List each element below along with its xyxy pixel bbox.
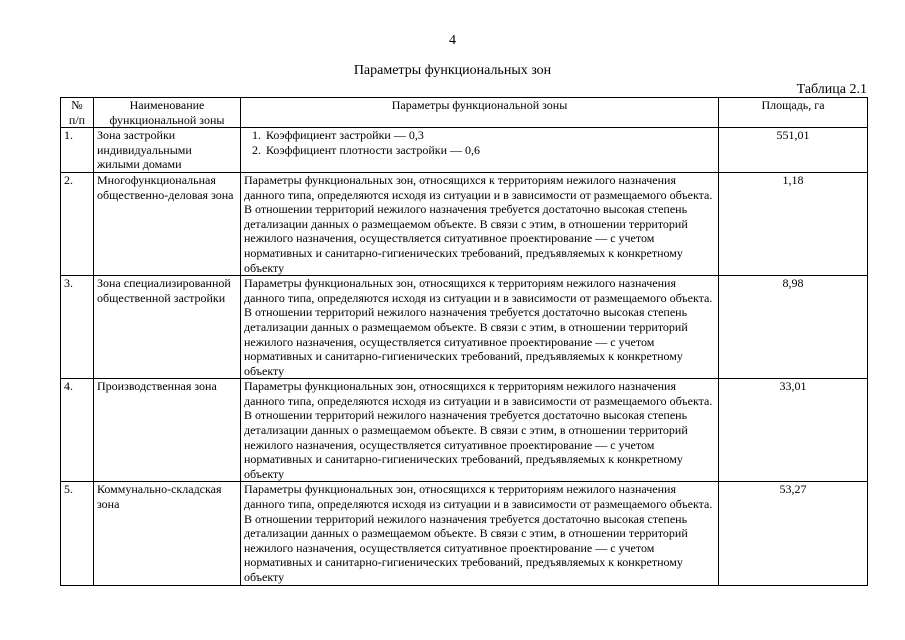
header-area: Площадь, га [719,98,868,128]
zone-params [241,128,719,173]
zone-params: Параметры функциональных зон, относящихся к территориям нежилого назначения данного типа, определяются исходя из ситуации и в зависимости от размещаемого объекта. В отношении территорий нежилого назначения требуется достаточно высокая степень детализации данных о размещаемом объекте. В связи с этим, в отношении территорий нежилого назначения, осуществляется ситуативное проектирование — с учетом нормативных и санитарно-гигиенических требований, предъявляемых к конкретному объекту [241,379,719,482]
zone-params: Параметры функциональных зон, относящихся к территориям нежилого назначения данного типа, определяются исходя из ситуации и в зависимости от размещаемого объекта. В отношении территорий нежилого назначения требуется достаточно высокая степень детализации данных о размещаемом объекте. В связи с этим, в отношении территорий нежилого назначения, осуществляется ситуативное проектирование — с учетом нормативных и санитарно-гигиенических требований, предъявляемых к конкретному объекту [241,482,719,585]
param-item: 2. Коэффициент плотности застройки — 0,6 [264,143,715,158]
zone-area: 8,98 [719,276,868,379]
zone-name: Коммунально-складская зона [94,482,241,585]
zone-name: Многофункциональная общественно-деловая зона [94,172,241,275]
row-number: 4. [61,379,94,482]
zones-parameters-table [60,97,868,586]
table-row [61,128,868,173]
table-row [61,482,868,585]
table-row [61,379,868,482]
header-num-line2: п/п [68,112,86,127]
header-num-line1: № [71,98,83,112]
zone-area: 1,18 [719,172,868,275]
document-title: Параметры функциональных зон [353,63,552,78]
table-caption: Таблица 2.1 [796,82,867,97]
zone-name: Производственная зона [94,379,241,482]
header-zone-name: Наименование функциональной зоны [94,98,241,128]
zone-area: 33,01 [719,379,868,482]
param-item: 1. Коэффициент застройки — 0,3 [264,128,715,143]
row-number: 1. [61,128,94,173]
table-row [61,172,868,275]
zone-params: Параметры функциональных зон, относящихся к территориям нежилого назначения данного типа, определяются исходя из ситуации и в зависимости от размещаемого объекта. В отношении территорий нежилого назначения требуется достаточно высокая степень детализации данных о размещаемом объекте. В связи с этим, в отношении территорий нежилого назначения, осуществляется ситуативное проектирование — с учетом нормативных и санитарно-гигиенических требований, предъявляемых к конкретному объекту [241,172,719,275]
row-number: 3. [61,276,94,379]
table-header-row [61,98,868,128]
zone-area: 551,01 [719,128,868,173]
table-row [61,276,868,379]
header-zone-params: Параметры функциональной зоны [241,98,719,128]
params-list [244,128,715,157]
zone-name: Зона застройки индивидуальными жилыми домами [94,128,241,173]
row-number: 5. [61,482,94,585]
zone-area: 53,27 [719,482,868,585]
page-number: 4 [449,33,456,48]
row-number: 2. [61,172,94,275]
zone-name: Зона специализированной общественной застройки [94,276,241,379]
header-num [61,98,94,128]
zone-params: Параметры функциональных зон, относящихся к территориям нежилого назначения данного типа, определяются исходя из ситуации и в зависимости от размещаемого объекта. В отношении территорий нежилого назначения требуется достаточно высокая степень детализации данных о размещаемом объекте. В связи с этим, в отношении территорий нежилого назначения, осуществляется ситуативное проектирование — с учетом нормативных и санитарно-гигиенических требований, предъявляемых к конкретному объекту [241,276,719,379]
